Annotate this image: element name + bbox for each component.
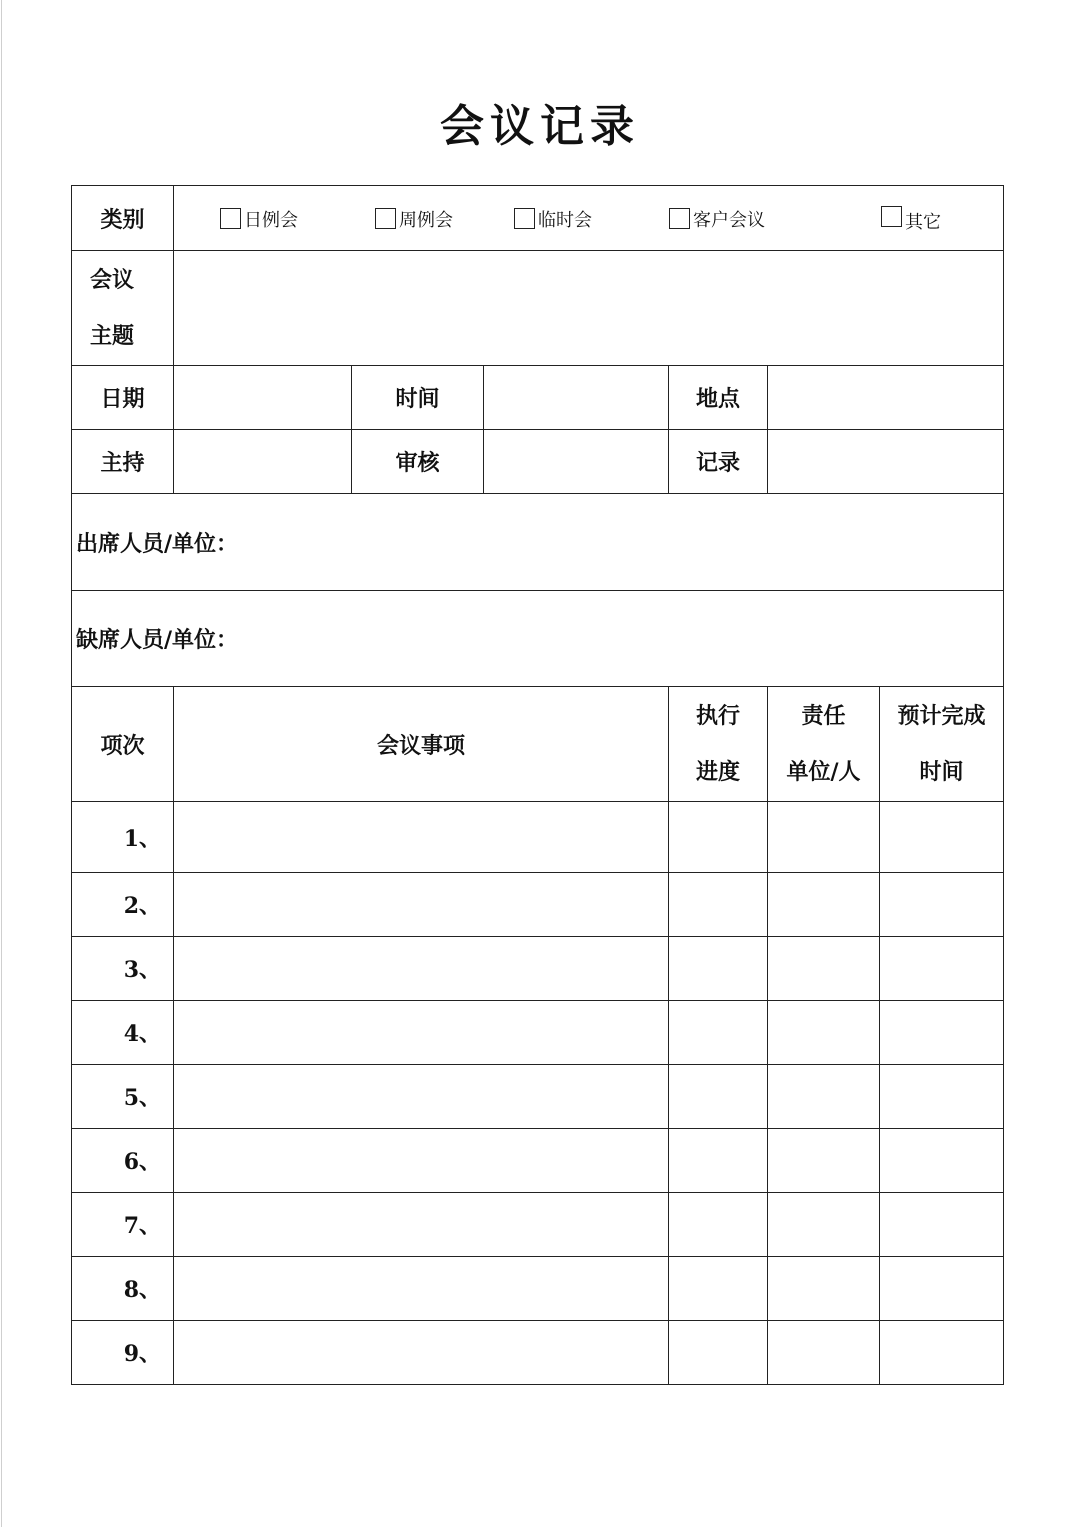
option-weekly[interactable] [375,206,453,232]
item-progress-field[interactable] [669,1001,768,1065]
item-progress-field[interactable] [669,873,768,937]
item-index: 8、 [72,1257,174,1321]
absentees-label: 缺席人员/单位： [76,627,239,653]
item-index: 2、 [72,873,174,937]
item-row [72,1193,1004,1257]
category-label: 类别 [72,186,174,251]
document-title: 会议记录 [440,101,640,152]
option-other[interactable] [881,204,941,233]
option-temporary[interactable] [514,206,592,232]
option-daily[interactable] [220,206,298,232]
item-responsible-field[interactable] [768,1001,880,1065]
option-label: 日例会 [244,210,298,231]
category-row [72,186,1004,251]
topic-label [72,251,174,366]
header-due [880,687,1004,802]
item-due-field[interactable] [880,1129,1004,1193]
item-progress-field[interactable] [669,1321,768,1385]
item-row [72,1129,1004,1193]
item-index: 7、 [72,1193,174,1257]
option-label: 周例会 [399,210,453,231]
header-progress-line1: 执行 [695,703,740,729]
item-matter-field[interactable] [174,1193,669,1257]
time-field[interactable] [484,366,669,430]
item-responsible-field[interactable] [768,1129,880,1193]
review-label: 审核 [352,430,484,494]
review-field[interactable] [484,430,669,494]
item-progress-field[interactable] [669,1129,768,1193]
item-row [72,873,1004,937]
header-matter: 会议事项 [174,687,669,802]
absentees-field[interactable] [72,591,1004,687]
item-row [72,1001,1004,1065]
item-due-field[interactable] [880,1193,1004,1257]
page-edge [1,0,2,1527]
item-responsible-field[interactable] [768,802,880,873]
item-progress-field[interactable] [669,1257,768,1321]
checkbox-icon[interactable] [220,208,241,229]
item-index: 1、 [72,802,174,873]
header-due-line2: 时间 [919,759,964,785]
option-client[interactable] [669,206,765,232]
item-row [72,1257,1004,1321]
header-index: 项次 [72,687,174,802]
host-field[interactable] [174,430,352,494]
option-label: 其它 [905,212,941,233]
item-due-field[interactable] [880,873,1004,937]
place-field[interactable] [768,366,1004,430]
item-due-field[interactable] [880,1257,1004,1321]
topic-field[interactable] [174,251,1004,366]
item-matter-field[interactable] [174,1129,669,1193]
item-index: 9、 [72,1321,174,1385]
item-progress-field[interactable] [669,1193,768,1257]
topic-row [72,251,1004,366]
item-row [72,937,1004,1001]
item-progress-field[interactable] [669,1065,768,1129]
item-matter-field[interactable] [174,937,669,1001]
date-field[interactable] [174,366,352,430]
item-row [72,802,1004,873]
topic-label-line2: 主题 [90,323,135,349]
place-label: 地点 [669,366,768,430]
absentees-row [72,591,1004,687]
item-matter-field[interactable] [174,1321,669,1385]
topic-label-line1: 会议 [90,267,135,293]
category-options [174,186,1004,251]
item-index: 3、 [72,937,174,1001]
header-progress-line2: 进度 [695,759,740,785]
option-label: 临时会 [538,210,592,231]
item-responsible-field[interactable] [768,873,880,937]
item-matter-field[interactable] [174,1001,669,1065]
item-due-field[interactable] [880,1321,1004,1385]
item-responsible-field[interactable] [768,1321,880,1385]
item-matter-field[interactable] [174,802,669,873]
checkbox-icon[interactable] [669,208,690,229]
checkbox-icon[interactable] [514,208,535,229]
record-field[interactable] [768,430,1004,494]
header-responsible [768,687,880,802]
checkbox-icon[interactable] [881,206,902,227]
item-due-field[interactable] [880,802,1004,873]
header-responsible-line1: 责任 [801,703,846,729]
attendees-field[interactable] [72,494,1004,591]
header-due-line1: 预计完成 [897,703,986,729]
item-matter-field[interactable] [174,1065,669,1129]
record-label: 记录 [669,430,768,494]
item-due-field[interactable] [880,937,1004,1001]
item-progress-field[interactable] [669,802,768,873]
option-label: 客户会议 [693,210,765,231]
meeting-record-form [71,185,1004,1385]
attendees-label: 出席人员/单位： [76,530,239,557]
items-header-row [72,687,1004,802]
item-row [72,1321,1004,1385]
checkbox-icon[interactable] [375,208,396,229]
host-label: 主持 [72,430,174,494]
time-label: 时间 [352,366,484,430]
item-matter-field[interactable] [174,1257,669,1321]
host-row [72,430,1004,494]
item-responsible-field[interactable] [768,1065,880,1129]
header-responsible-line2: 单位/人 [786,759,861,785]
date-row [72,366,1004,430]
item-responsible-field[interactable] [768,1193,880,1257]
item-due-field[interactable] [880,1065,1004,1129]
item-row [72,1065,1004,1129]
item-progress-field[interactable] [669,937,768,1001]
item-responsible-field[interactable] [768,937,880,1001]
item-due-field[interactable] [880,1001,1004,1065]
item-index: 4、 [72,1001,174,1065]
date-label: 日期 [72,366,174,430]
header-progress [669,687,768,802]
item-matter-field[interactable] [174,873,669,937]
item-index: 5、 [72,1065,174,1129]
item-responsible-field[interactable] [768,1257,880,1321]
attendees-row [72,494,1004,591]
item-index: 6、 [72,1129,174,1193]
